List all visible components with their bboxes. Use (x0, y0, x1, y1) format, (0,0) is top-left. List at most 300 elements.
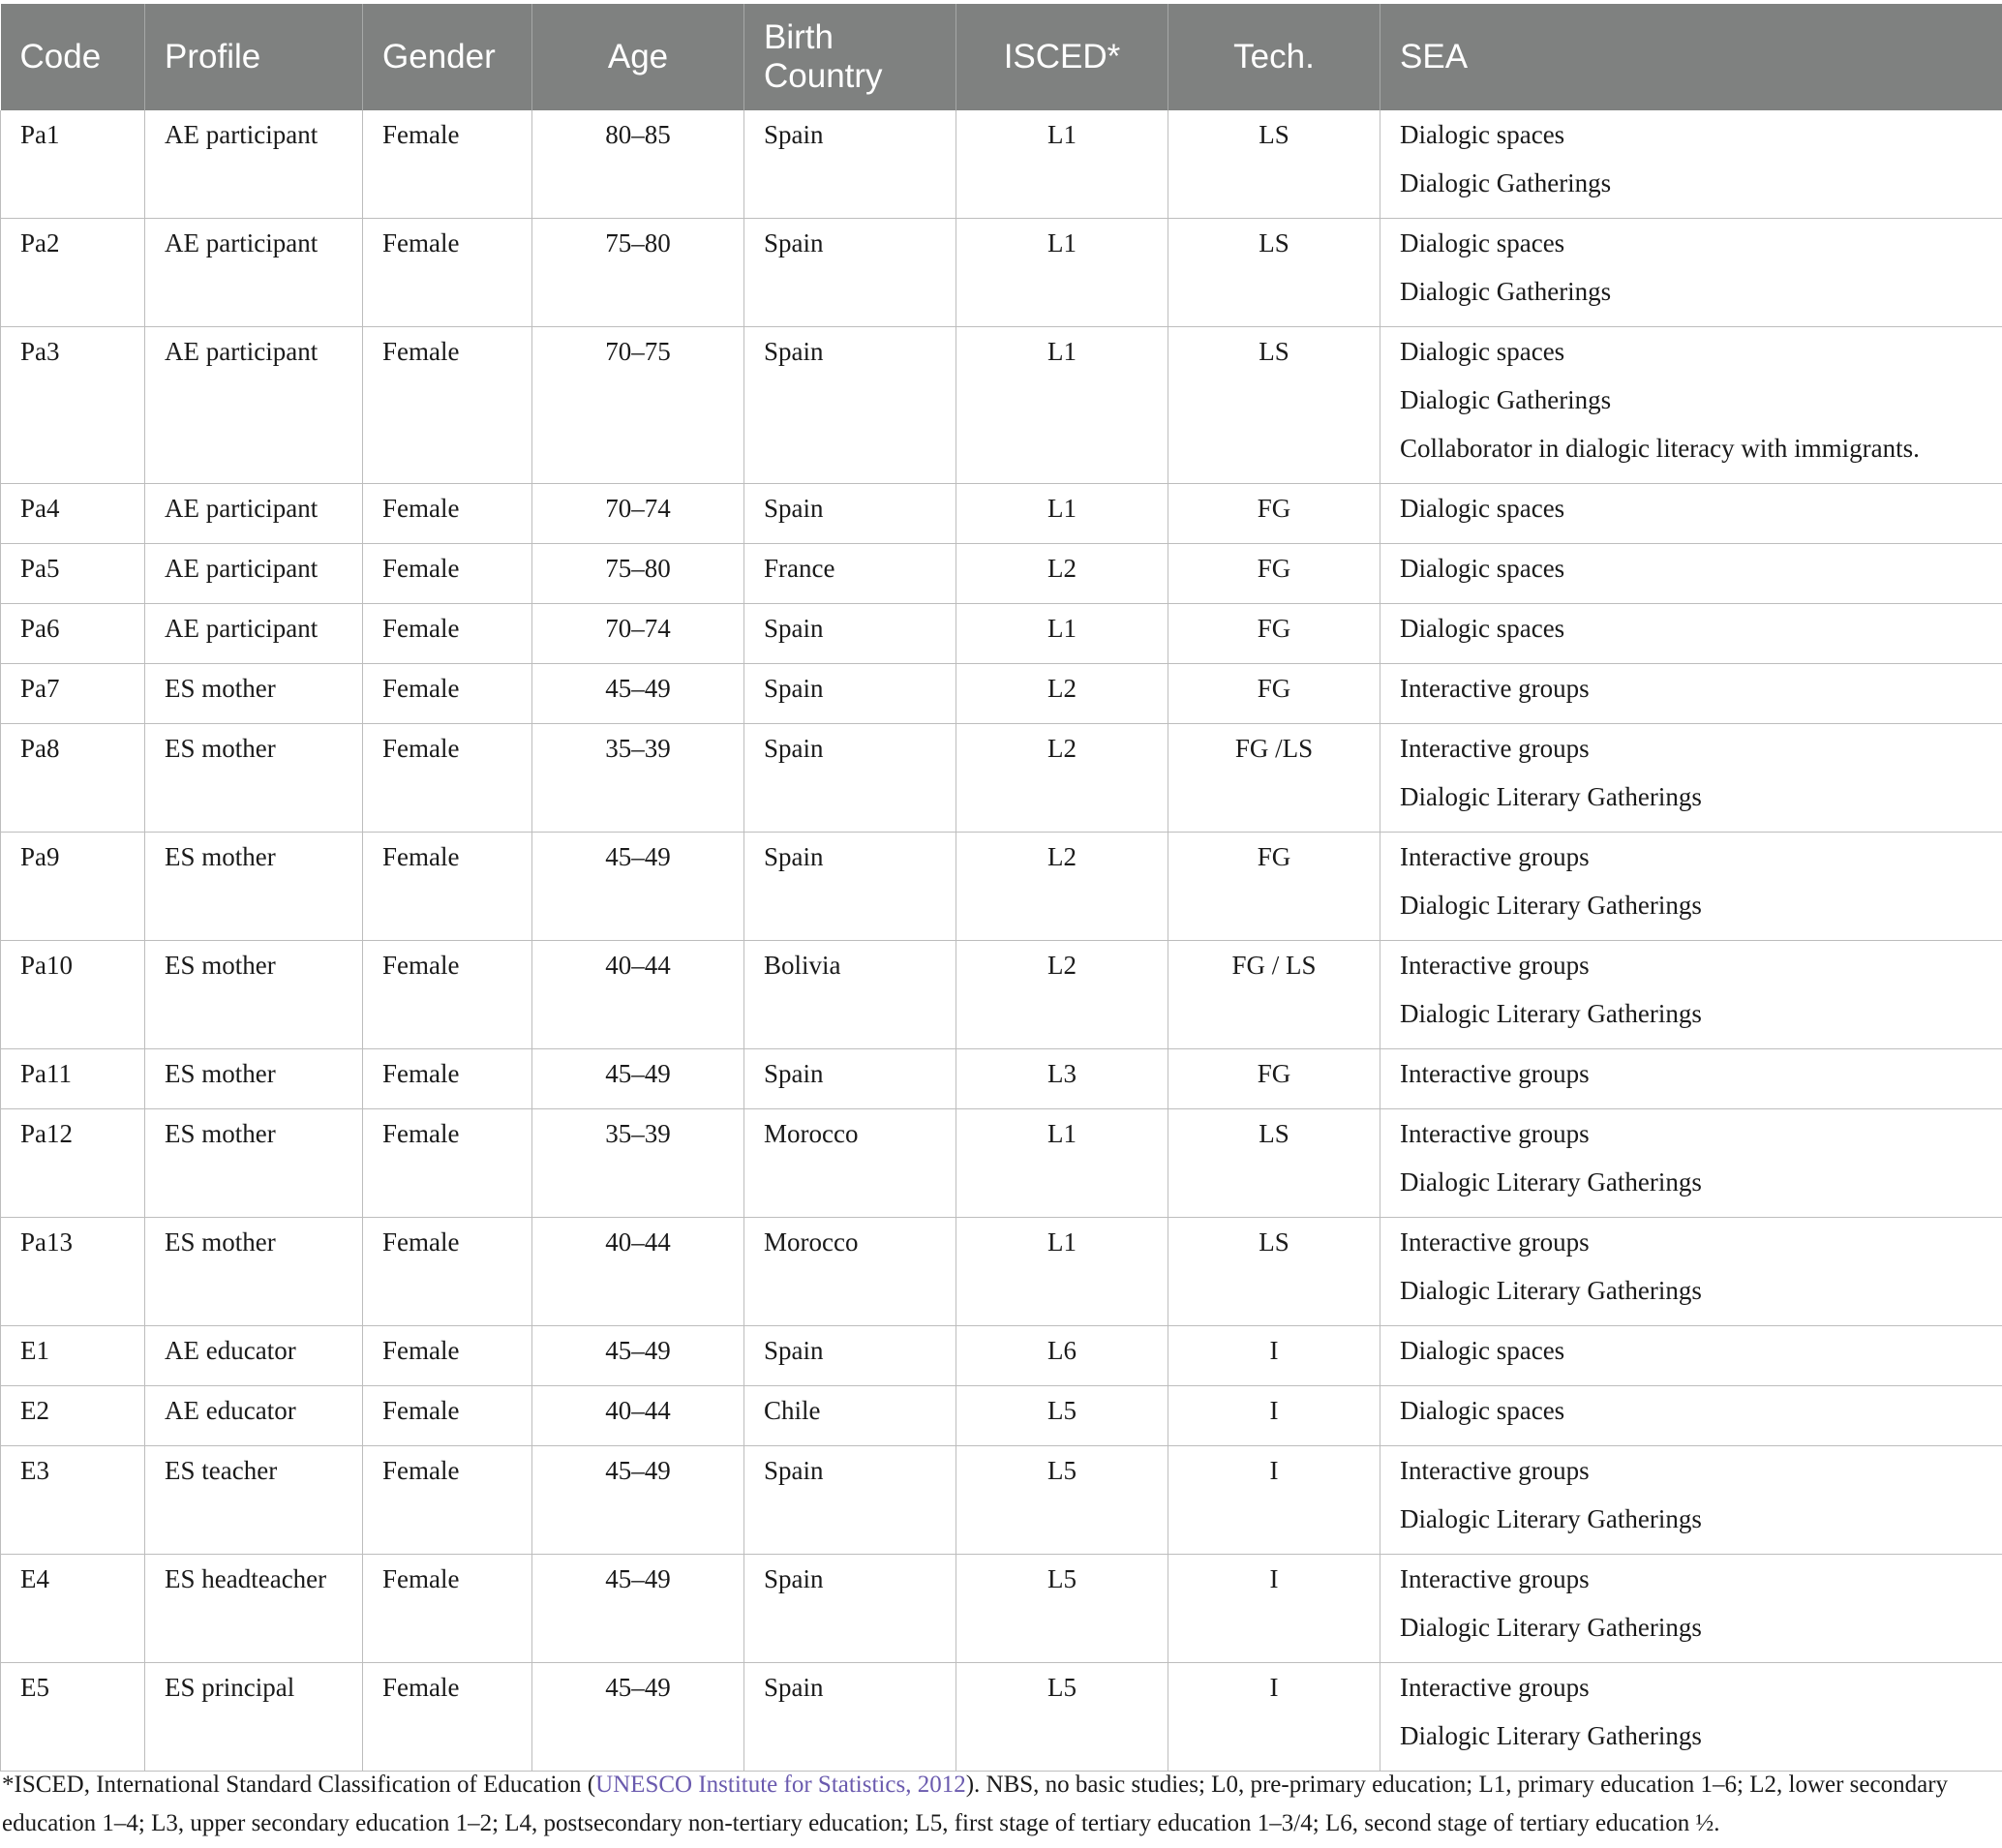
table-row (1, 1218, 2002, 1326)
cell-tech (1168, 1109, 1380, 1218)
header-birth-country-line1: Birth (764, 18, 834, 56)
cell-gender-text: Female (382, 1059, 460, 1088)
cell-age-text: 35–39 (605, 734, 671, 763)
cell-tech (1168, 724, 1380, 833)
cell-isced (956, 484, 1168, 544)
cell-code-text: Pa5 (20, 554, 60, 583)
table-row (1, 833, 2002, 941)
cell-isced (956, 1109, 1168, 1218)
cell-profile (145, 941, 363, 1049)
table-row (1, 1049, 2002, 1109)
cell-birth-country-text: Spain (764, 734, 824, 763)
cell-isced (956, 544, 1168, 604)
cell-birth-country-text: Spain (764, 674, 824, 703)
header-age: Age (532, 4, 744, 110)
cell-tech (1168, 544, 1380, 604)
cell-tech-text: LS (1259, 1119, 1289, 1148)
sea-line: Interactive groups (1400, 842, 1590, 871)
cell-profile (145, 1049, 363, 1109)
cell-birth-country-text: Spain (764, 337, 824, 366)
sea-line: Dialogic spaces (1400, 1396, 1565, 1425)
cell-code-text: Pa11 (20, 1059, 72, 1088)
sea-line: Dialogic Literary Gatherings (1400, 1721, 1702, 1750)
cell-code (1, 219, 145, 327)
cell-profile (145, 664, 363, 724)
cell-isced (956, 941, 1168, 1049)
cell-isced-text: L5 (1047, 1396, 1077, 1425)
header-isced: ISCED* (956, 4, 1168, 110)
table-row (1, 219, 2002, 327)
cell-code (1, 110, 145, 219)
sea-line: Dialogic Literary Gatherings (1400, 782, 1702, 811)
cell-sea (1380, 484, 2002, 544)
cell-gender (363, 1386, 532, 1446)
cell-isced (956, 1218, 1168, 1326)
table-row (1, 664, 2002, 724)
cell-profile-text: AE educator (165, 1336, 296, 1365)
cell-code (1, 1049, 145, 1109)
sea-line: Dialogic Gatherings (1400, 168, 1612, 197)
footnote-reference-link[interactable]: UNESCO Institute for Statistics, 2012 (595, 1772, 966, 1798)
cell-code (1, 1218, 145, 1326)
cell-age (532, 1109, 744, 1218)
cell-tech-text: I (1269, 1673, 1279, 1702)
sea-line: Interactive groups (1400, 1456, 1590, 1485)
cell-birth-country-text: Bolivia (764, 951, 841, 980)
cell-profile-text: ES teacher (165, 1456, 278, 1485)
cell-isced-text: L1 (1047, 120, 1077, 149)
cell-sea (1380, 1663, 2002, 1772)
cell-gender-text: Female (382, 494, 460, 523)
cell-birth-country (744, 219, 956, 327)
cell-code (1, 604, 145, 664)
cell-birth-country (744, 664, 956, 724)
cell-age (532, 604, 744, 664)
sea-line: Dialogic spaces (1400, 554, 1565, 583)
cell-code (1, 724, 145, 833)
cell-age (532, 664, 744, 724)
cell-isced-text: L5 (1047, 1564, 1077, 1593)
cell-profile (145, 1446, 363, 1555)
header-sea: SEA (1380, 4, 2002, 110)
cell-age-text: 35–39 (605, 1119, 671, 1148)
cell-code (1, 1326, 145, 1386)
cell-age-text: 75–80 (605, 228, 671, 258)
sea-line: Interactive groups (1400, 734, 1590, 763)
sea-line: Dialogic Literary Gatherings (1400, 1167, 1702, 1197)
cell-isced-text: L1 (1047, 337, 1077, 366)
cell-birth-country-text: Spain (764, 228, 824, 258)
header-birth-country-line2: Country (764, 57, 883, 95)
cell-profile-text: ES mother (165, 1227, 276, 1257)
cell-age (532, 941, 744, 1049)
cell-sea (1380, 219, 2002, 327)
cell-age-text: 45–49 (605, 1564, 671, 1593)
cell-birth-country-text: Spain (764, 842, 824, 871)
cell-isced-text: L1 (1047, 1119, 1077, 1148)
cell-gender-text: Female (382, 1673, 460, 1702)
cell-birth-country (744, 110, 956, 219)
cell-isced-text: L2 (1047, 951, 1077, 980)
cell-isced (956, 1555, 1168, 1663)
cell-code (1, 1555, 145, 1663)
cell-age-text: 45–49 (605, 674, 671, 703)
table-header-row (1, 4, 2002, 110)
cell-profile (145, 833, 363, 941)
cell-tech-text: I (1269, 1564, 1279, 1593)
cell-gender (363, 1109, 532, 1218)
sea-line: Dialogic spaces (1400, 1336, 1565, 1365)
cell-birth-country-text: Spain (764, 1456, 824, 1485)
table-row (1, 1446, 2002, 1555)
cell-gender-text: Female (382, 614, 460, 643)
sea-line: Dialogic spaces (1400, 614, 1565, 643)
cell-isced (956, 1049, 1168, 1109)
cell-birth-country (744, 544, 956, 604)
cell-age (532, 833, 744, 941)
cell-tech (1168, 110, 1380, 219)
cell-birth-country (744, 604, 956, 664)
cell-tech (1168, 1446, 1380, 1555)
cell-isced (956, 110, 1168, 219)
cell-age (532, 1326, 744, 1386)
cell-code-text: Pa8 (20, 734, 60, 763)
cell-age (532, 484, 744, 544)
cell-tech (1168, 1218, 1380, 1326)
cell-gender-text: Female (382, 842, 460, 871)
sea-line: Dialogic Gatherings (1400, 277, 1612, 306)
cell-code-text: Pa10 (20, 951, 73, 980)
cell-age-text: 45–49 (605, 1336, 671, 1365)
sea-line: Interactive groups (1400, 951, 1590, 980)
cell-code-text: E3 (20, 1456, 49, 1485)
cell-gender-text: Female (382, 1119, 460, 1148)
cell-isced (956, 724, 1168, 833)
cell-isced-text: L2 (1047, 674, 1077, 703)
cell-profile-text: AE participant (165, 554, 318, 583)
cell-birth-country (744, 1663, 956, 1772)
cell-sea (1380, 1049, 2002, 1109)
cell-gender (363, 1555, 532, 1663)
cell-tech-text: LS (1259, 228, 1289, 258)
cell-isced-text: L3 (1047, 1059, 1077, 1088)
cell-birth-country (744, 1555, 956, 1663)
header-profile: Profile (145, 4, 363, 110)
cell-profile-text: ES mother (165, 1059, 276, 1088)
cell-code (1, 1386, 145, 1446)
cell-tech (1168, 941, 1380, 1049)
sea-line: Interactive groups (1400, 1564, 1590, 1593)
cell-code (1, 664, 145, 724)
cell-gender (363, 1218, 532, 1326)
cell-tech-text: LS (1259, 1227, 1289, 1257)
cell-tech-text: FG (1257, 1059, 1291, 1088)
cell-code (1, 484, 145, 544)
cell-profile (145, 604, 363, 664)
cell-profile-text: ES headteacher (165, 1564, 327, 1593)
cell-birth-country-text: France (764, 554, 835, 583)
cell-gender (363, 604, 532, 664)
cell-code-text: Pa4 (20, 494, 60, 523)
cell-age (532, 327, 744, 484)
sea-line: Interactive groups (1400, 1673, 1590, 1702)
cell-birth-country-text: Spain (764, 614, 824, 643)
cell-birth-country-text: Spain (764, 494, 824, 523)
sea-line: Dialogic spaces (1400, 494, 1565, 523)
cell-profile-text: ES mother (165, 951, 276, 980)
cell-isced (956, 327, 1168, 484)
cell-birth-country (744, 1218, 956, 1326)
cell-sea (1380, 941, 2002, 1049)
table-row (1, 1109, 2002, 1218)
sea-line: Interactive groups (1400, 1119, 1590, 1148)
cell-code-text: Pa13 (20, 1227, 73, 1257)
cell-code-text: Pa3 (20, 337, 60, 366)
cell-isced-text: L5 (1047, 1456, 1077, 1485)
table-row (1, 1663, 2002, 1772)
cell-birth-country-text: Spain (764, 1059, 824, 1088)
header-tech: Tech. (1168, 4, 1380, 110)
cell-code (1, 1446, 145, 1555)
cell-age (532, 1386, 744, 1446)
cell-birth-country (744, 1386, 956, 1446)
cell-gender-text: Female (382, 1456, 460, 1485)
cell-gender (363, 1446, 532, 1555)
cell-tech (1168, 664, 1380, 724)
cell-sea (1380, 833, 2002, 941)
cell-profile-text: ES principal (165, 1673, 295, 1702)
cell-birth-country (744, 484, 956, 544)
cell-gender-text: Female (382, 554, 460, 583)
cell-gender-text: Female (382, 337, 460, 366)
cell-birth-country-text: Spain (764, 120, 824, 149)
sea-line: Dialogic Literary Gatherings (1400, 999, 1702, 1028)
cell-age (532, 1555, 744, 1663)
cell-gender (363, 219, 532, 327)
cell-code-text: Pa6 (20, 614, 60, 643)
cell-gender-text: Female (382, 951, 460, 980)
cell-tech-text: LS (1259, 120, 1289, 149)
table-row (1, 110, 2002, 219)
cell-tech (1168, 1049, 1380, 1109)
cell-birth-country (744, 327, 956, 484)
cell-tech (1168, 1555, 1380, 1663)
cell-code-text: E2 (20, 1396, 49, 1425)
sea-line: Collaborator in dialogic literacy with immigrants. (1400, 434, 1920, 463)
cell-age-text: 45–49 (605, 842, 671, 871)
cell-code (1, 833, 145, 941)
cell-tech (1168, 1326, 1380, 1386)
cell-birth-country-text: Spain (764, 1336, 824, 1365)
cell-code-text: Pa7 (20, 674, 60, 703)
sea-line: Interactive groups (1400, 674, 1590, 703)
cell-gender (363, 941, 532, 1049)
header-code: Code (1, 4, 145, 110)
cell-age-text: 70–75 (605, 337, 671, 366)
table-row (1, 484, 2002, 544)
cell-tech-text: FG (1257, 494, 1291, 523)
cell-profile-text: ES mother (165, 1119, 276, 1148)
cell-profile-text: AE educator (165, 1396, 296, 1425)
cell-sea (1380, 110, 2002, 219)
cell-age (532, 544, 744, 604)
cell-age (532, 110, 744, 219)
cell-tech (1168, 833, 1380, 941)
cell-gender-text: Female (382, 228, 460, 258)
cell-age (532, 724, 744, 833)
header-gender: Gender (363, 4, 532, 110)
cell-profile (145, 219, 363, 327)
cell-isced (956, 664, 1168, 724)
cell-profile (145, 1109, 363, 1218)
cell-gender (363, 664, 532, 724)
table-row (1, 327, 2002, 484)
cell-isced (956, 219, 1168, 327)
cell-isced-text: L5 (1047, 1673, 1077, 1702)
table-row (1, 1326, 2002, 1386)
sea-line: Dialogic spaces (1400, 120, 1565, 149)
cell-gender-text: Female (382, 1227, 460, 1257)
cell-tech-text: FG / LS (1231, 951, 1317, 980)
table-row (1, 1386, 2002, 1446)
cell-gender (363, 1326, 532, 1386)
cell-tech-text: FG (1257, 554, 1291, 583)
header-birth-country (744, 4, 956, 110)
cell-isced (956, 1663, 1168, 1772)
cell-age-text: 45–49 (605, 1456, 671, 1485)
cell-tech-text: I (1269, 1336, 1279, 1365)
cell-profile (145, 1218, 363, 1326)
sea-line: Dialogic Literary Gatherings (1400, 1504, 1702, 1533)
cell-profile (145, 544, 363, 604)
cell-gender (363, 833, 532, 941)
cell-birth-country (744, 1446, 956, 1555)
cell-tech-text: I (1269, 1456, 1279, 1485)
cell-tech (1168, 1663, 1380, 1772)
cell-age-text: 70–74 (605, 614, 671, 643)
cell-code (1, 327, 145, 484)
footnote-text-end: ). NBS, no basic studies; L0, pre-primary education; L1, primary education 1–6; L2, lower secondary education 1–4; L3, upper secondary education 1–2; L4, postsecondary non-tertiary education; L5, first stage of tertiary education 1–3/4; L6, second stage of tertiary education ½. (2, 1772, 1949, 1836)
cell-age-text: 40–44 (605, 951, 671, 980)
cell-tech (1168, 484, 1380, 544)
cell-tech-text: FG (1257, 614, 1291, 643)
table-footnote (2, 1766, 1996, 1843)
cell-tech (1168, 1386, 1380, 1446)
cell-isced-text: L2 (1047, 842, 1077, 871)
cell-gender (363, 110, 532, 219)
cell-gender-text: Female (382, 120, 460, 149)
footnote-text-start: *ISCED, International Standard Classification of Education ( (2, 1772, 596, 1798)
cell-birth-country-text: Morocco (764, 1119, 859, 1148)
cell-profile (145, 1326, 363, 1386)
sea-line: Dialogic Gatherings (1400, 385, 1612, 414)
cell-gender-text: Female (382, 734, 460, 763)
cell-age-text: 45–49 (605, 1673, 671, 1702)
participants-table (0, 4, 2002, 1772)
cell-age-text: 45–49 (605, 1059, 671, 1088)
cell-sea (1380, 327, 2002, 484)
cell-isced (956, 833, 1168, 941)
cell-sea (1380, 544, 2002, 604)
cell-gender-text: Female (382, 674, 460, 703)
cell-profile-text: ES mother (165, 842, 276, 871)
cell-profile-text: AE participant (165, 614, 318, 643)
cell-age (532, 1663, 744, 1772)
cell-birth-country (744, 1326, 956, 1386)
cell-profile (145, 1386, 363, 1446)
cell-code-text: Pa1 (20, 120, 60, 149)
cell-sea (1380, 1109, 2002, 1218)
cell-profile-text: ES mother (165, 674, 276, 703)
cell-birth-country-text: Morocco (764, 1227, 859, 1257)
cell-birth-country (744, 1049, 956, 1109)
cell-isced (956, 1446, 1168, 1555)
cell-sea (1380, 1326, 2002, 1386)
cell-tech-text: FG (1257, 674, 1291, 703)
cell-profile-text: AE participant (165, 228, 318, 258)
cell-gender (363, 484, 532, 544)
cell-code-text: Pa12 (20, 1119, 73, 1148)
cell-tech (1168, 219, 1380, 327)
sea-line: Dialogic Literary Gatherings (1400, 891, 1702, 920)
cell-sea (1380, 664, 2002, 724)
cell-code-text: E4 (20, 1564, 49, 1593)
cell-age-text: 75–80 (605, 554, 671, 583)
cell-birth-country (744, 941, 956, 1049)
cell-profile (145, 327, 363, 484)
sea-line: Dialogic Literary Gatherings (1400, 1276, 1702, 1305)
cell-tech-text: FG (1257, 842, 1291, 871)
cell-birth-country (744, 833, 956, 941)
cell-sea (1380, 1555, 2002, 1663)
cell-gender (363, 544, 532, 604)
cell-code (1, 1663, 145, 1772)
cell-isced-text: L1 (1047, 228, 1077, 258)
cell-gender-text: Female (382, 1336, 460, 1365)
cell-isced-text: L1 (1047, 614, 1077, 643)
cell-age (532, 1049, 744, 1109)
cell-isced (956, 1326, 1168, 1386)
cell-age-text: 80–85 (605, 120, 671, 149)
cell-code-text: Pa2 (20, 228, 60, 258)
sea-line: Interactive groups (1400, 1059, 1590, 1088)
cell-code (1, 1109, 145, 1218)
cell-sea (1380, 1446, 2002, 1555)
cell-tech-text: I (1269, 1396, 1279, 1425)
cell-code-text: E1 (20, 1336, 49, 1365)
cell-gender (363, 724, 532, 833)
cell-age-text: 40–44 (605, 1227, 671, 1257)
table-row (1, 604, 2002, 664)
cell-isced (956, 604, 1168, 664)
cell-profile (145, 1555, 363, 1663)
cell-isced-text: L1 (1047, 1227, 1077, 1257)
cell-profile-text: AE participant (165, 120, 318, 149)
cell-code-text: E5 (20, 1673, 49, 1702)
sea-line: Dialogic Literary Gatherings (1400, 1613, 1702, 1642)
cell-sea (1380, 604, 2002, 664)
cell-tech (1168, 327, 1380, 484)
cell-code-text: Pa9 (20, 842, 60, 871)
cell-gender-text: Female (382, 1564, 460, 1593)
table-row (1, 1555, 2002, 1663)
cell-code (1, 941, 145, 1049)
cell-profile (145, 1663, 363, 1772)
cell-birth-country (744, 724, 956, 833)
cell-tech-text: LS (1259, 337, 1289, 366)
cell-age-text: 70–74 (605, 494, 671, 523)
cell-gender-text: Female (382, 1396, 460, 1425)
